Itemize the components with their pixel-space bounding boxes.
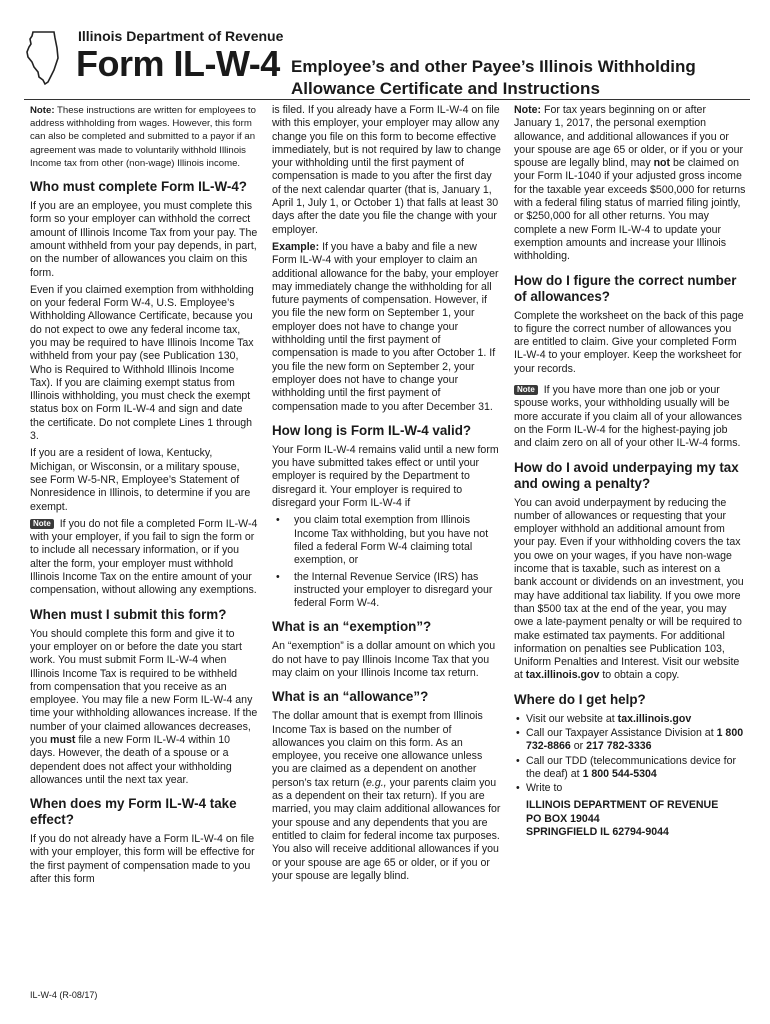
text: or	[573, 740, 584, 753]
list-item: • you claim total exemption from Illinois Income Tax withholding, but you have not filed a federal Form W-4 claiming total exemption, or	[272, 514, 502, 567]
paragraph: Your Form IL-W-4 remains valid until a new form you have submitted takes effect or until your employer is required by the Department to disregard it. Your employer is required to disregard your Form IL-W-4 if	[272, 443, 499, 510]
address-line: SPRINGFIELD IL 62794-9044	[526, 826, 669, 839]
text: Call our Taxpayer Assistance Division at	[526, 726, 714, 739]
list-item: • Write to	[514, 782, 746, 795]
note-paragraph	[30, 518, 258, 598]
text: For tax years beginning on or after January 1, 2017, the personal exemption allowance, and additional allowances if you or your spouse are age 65 or older, or if you or your spouse are legally blind, may	[514, 104, 744, 170]
bullet-list	[272, 514, 502, 610]
note-badge-icon: Note	[514, 385, 538, 395]
text: You can avoid underpayment by reducing the number of allowances or requesting that your employer withhold an additional amount from your pay. Even if your withholding covers the tax you owe on your wages, if you have non-wage income that is taxable, such as interest on a bank account or dividends on an investment, you may have additional tax liability. If you owe more than $500 tax at the end of the year, you may owe a late-payment penalty or will be required to make estimated tax payments. For additional information on penalties see Publication 103, Uniform Penalties and Interest. Visit our website at	[514, 496, 744, 682]
phone-number: 217 782-3336	[586, 740, 652, 753]
heading-what-is-exemption: What is an “exemption”?	[272, 619, 432, 635]
text: your parents claim you as a dependent on their tax return). If you are married, you may claim additional allowances for your spouse and any dependents that you are entitled to claim for federal income tax purposes. You also will receive additional allowances if you or your spouse are age 65 or older, or if you or your spouse are legally blind.	[272, 776, 501, 882]
paragraph: Even if you claimed exemption from withholding on your federal Form W-4, U.S. Employee’s Withholding Allowance Certificate, because you do not expect to owe any federal income tax, you may be required to have Illinois Income Tax withheld from your pay (see Publication 130, Who is Required to Withhold Illinois Income Tax). If you are claiming exempt status from Illinois withholding, you must check the exempt status box on Form IL-W-4 and sign and date the certificate. Do not complete Lines 1 through 3.	[30, 283, 254, 443]
paragraph: If you are a resident of Iowa, Kentucky, Michigan, or Wisconsin, or a military spouse, see Form W-5-NR, Employee’s Statement of Nonresidence in Illinois, to determine if you are exempt.	[30, 447, 251, 513]
address-line: PO BOX 19044	[526, 812, 600, 825]
heading-get-help: Where do I get help?	[514, 691, 646, 707]
text: to obtain a copy.	[602, 669, 680, 682]
paragraph	[514, 497, 746, 683]
text: Call our TDD (telecommunications device for the deaf) at	[526, 754, 736, 780]
example-label: Example:	[272, 240, 320, 253]
list-item	[514, 727, 746, 754]
text: be claimed on your Form IL-1040 if your adjusted gross income for the taxable year exceeds $500,000 for returns with a federal filing status of married filing jointly, or $250,000 for all other returns. You may complete a new Form IL-W-4 to update your exemption amounts and increase your Illinois withholding.	[514, 157, 746, 263]
text: You should complete this form and give it to your employer on or before the date you start work. You must submit Form IL-W-4 when Illinois Income Tax is required to be withheld from compensation that you receive as an employee. You may file a new Form IL-W-4 any time your withholding allowances increase. If the number of your claimed allowances decreases, you	[30, 627, 258, 746]
heading-avoid-underpaying: How do I avoid underpaying my tax and owing a penalty?	[514, 459, 739, 491]
illinois-state-outline-icon	[24, 30, 64, 86]
column-1	[30, 104, 258, 890]
text: The dollar amount that is exempt from Illinois Income Tax is based on the number of allowances you claim on this form. As an employee, you receive one allowance unless you are claimed as a dependent on another person’s tax return (	[272, 710, 483, 789]
heading-how-long-valid: How long is Form IL-W-4 valid?	[272, 422, 472, 438]
agency-name: Illinois Department of Revenue	[78, 28, 284, 44]
website-link[interactable]: tax.illinois.gov	[525, 669, 600, 682]
address-line: ILLINOIS DEPARTMENT OF REVENUE	[526, 799, 719, 812]
note-label: Note:	[30, 105, 55, 116]
heading-who-must-complete: Who must complete Form IL-W-4?	[30, 179, 247, 195]
note-text: These instructions are written for employees to address withholding from wages. However, this form can also be completed and submitted to a payor if an agreement was made to voluntarily withhold Illinois Income tax from other (non-wage) Illinois income.	[30, 105, 256, 169]
heading-what-is-allowance: What is an “allowance”?	[272, 689, 429, 705]
heading-take-effect: When does my Form IL-W-4 take effect?	[30, 796, 237, 828]
emphasis: e.g.,	[366, 776, 387, 789]
example-paragraph	[272, 241, 502, 414]
form-revision-code: IL-W-4 (R-08/17)	[30, 990, 98, 1000]
note-paragraph	[514, 384, 746, 450]
text: Visit our website at	[526, 712, 615, 725]
heading-when-submit: When must I submit this form?	[30, 606, 227, 622]
emphasis: must	[50, 734, 76, 746]
paragraph: is filed. If you already have a Form IL-W-4 on file with this employer, your employer may allow any change you file on this form to become effective immediately, but is not required by law to change your withholding until the first payment of compensation is made to you after the first day of the next calendar quarter (that is, January 1, April 1, July 1, or October 1) that falls at least 30 days after the date you file the change with your employer.	[272, 104, 501, 236]
list-item	[514, 713, 746, 726]
mailing-address	[514, 799, 746, 839]
phone-number: 1 800 732-8866	[526, 726, 744, 753]
note-label: Note:	[514, 104, 542, 116]
text: file a new Form IL-W-4 within 10 days. However, the death of a spouse or a dependent does not affect your withholding allowances until the next tax year.	[30, 734, 232, 786]
list-item	[514, 755, 746, 782]
intro-note	[30, 104, 258, 170]
header-divider	[24, 99, 750, 100]
paragraph	[30, 628, 258, 788]
column-3	[514, 104, 746, 839]
emphasis: not	[653, 157, 671, 170]
form-name: Form IL-W-4	[76, 43, 280, 84]
paragraph: An “exemption” is a dollar amount on which you do not have to pay Illinois Income Tax that you may claim on your Illinois Income tax return.	[272, 640, 496, 679]
paragraph: If you are an employee, you must complete this form so your employer can withhold the correct amount of Illinois Income Tax from your pay. The amount withheld from your pay depends, in part, on the number of allowances you claim on this form.	[30, 200, 258, 279]
heading-figure-allowances: How do I figure the correct number of allowances?	[514, 272, 737, 304]
note-paragraph	[514, 104, 746, 264]
list-item: • the Internal Revenue Service (IRS) has instructed your employer to disregard your federal Form W-4.	[272, 571, 502, 611]
note-text: If you do not file a completed Form IL-W-4 with your employer, if you fail to sign the form or to include all necessary information, or if you alter the form, your employer must withhold Illinois Income Tax on the entire amount of your compensation, without allowing any exemptions.	[30, 517, 258, 597]
phone-number: 1 800 544-5304	[582, 767, 657, 780]
note-text: If you have more than one job or your spouse works, your withholding usually will be more accurate if you claim all of your allowances on the Form IL-W-4 for the highest-paying job and claim zero on all of your other IL-W-4 forms.	[514, 384, 742, 450]
note-badge-icon: Note	[30, 519, 54, 529]
paragraph: Complete the worksheet on the back of this page to figure the correct number of allowances you are entitled to claim. Give your completed Form IL-W-4 to your employer. Keep the worksheet for your records.	[514, 309, 744, 375]
website-link[interactable]: tax.illinois.gov	[617, 712, 692, 725]
text: If you have a baby and file a new Form IL-W-4 with your employer to claim an additional allowance for the baby, your employer may immediately change the withholding for all future payments of compensation. However, if you file the new form on September 1, your employer does not have to change your withholding until the first payment of compensation is made to you after October 1. If you file the new form on September 2, your employer does not have to change your withholding until the first payment of compensation made to you after December 31.	[272, 240, 499, 413]
page-title: Employee’s and other Payee’s Illinois Withholding Allowance Certificate and Instructions	[291, 57, 696, 98]
paragraph: If you do not already have a Form IL-W-4 on file with your employer, this form will be effective for the first payment of compensation made to you after this form	[30, 833, 255, 886]
paragraph	[272, 710, 502, 883]
help-list	[514, 713, 746, 796]
column-2	[272, 104, 502, 887]
